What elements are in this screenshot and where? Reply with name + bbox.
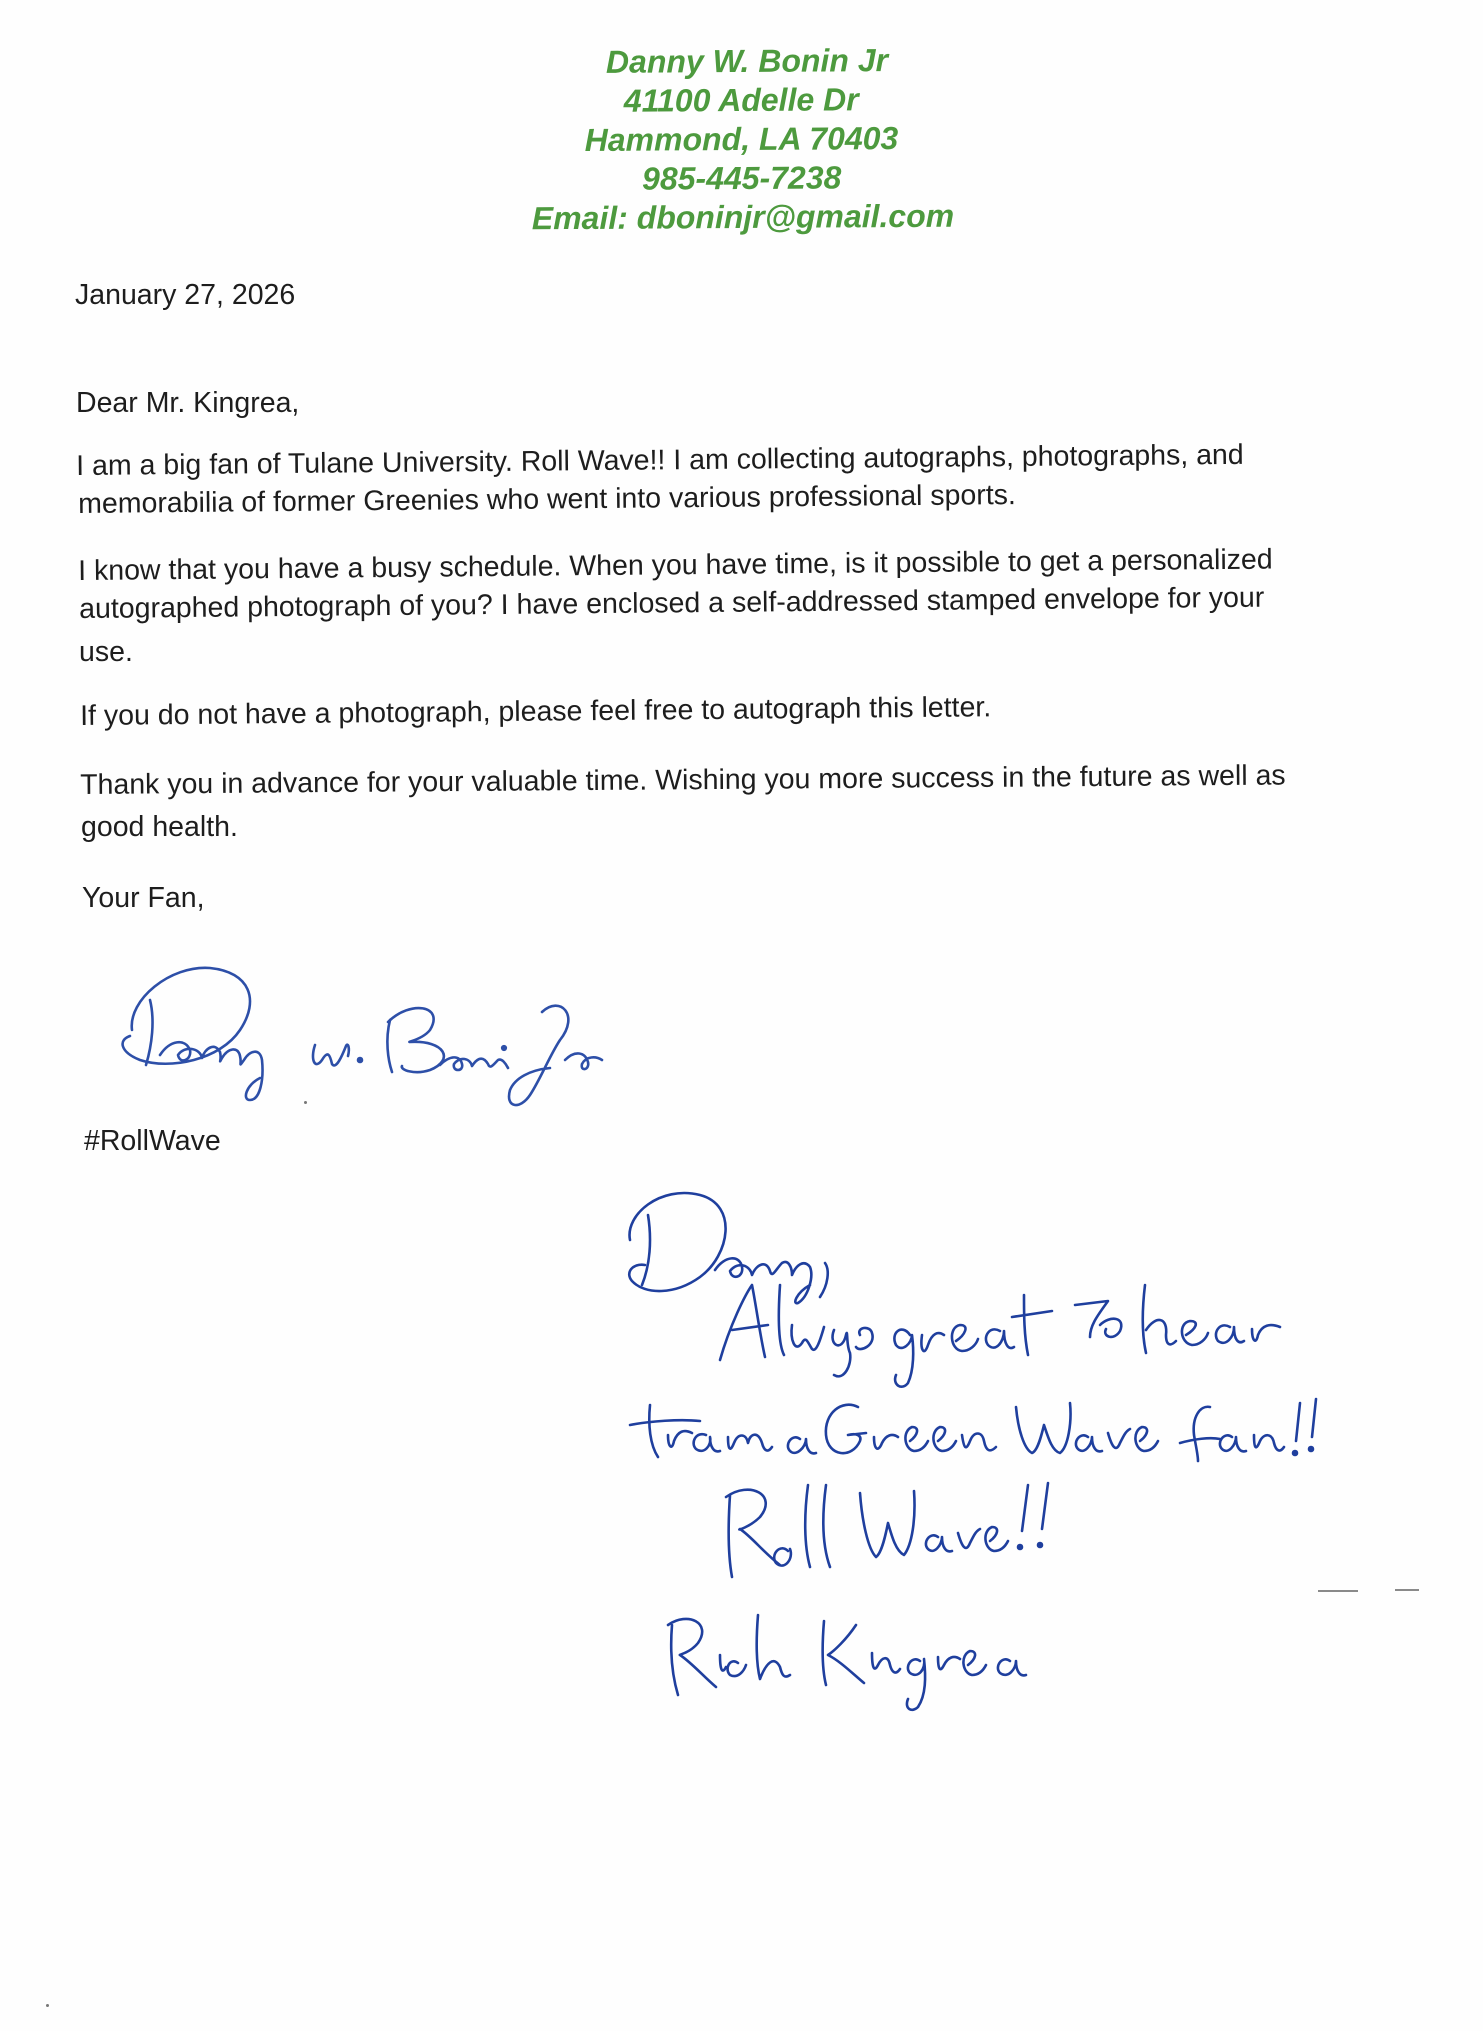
scan-dot bbox=[304, 1101, 307, 1104]
sender-city: Hammond, LA 70403 bbox=[584, 120, 899, 158]
paragraph-1-line-1: I am a big fan of Tulane University. Roll Wave!! I am collecting autographs, photographs, and bbox=[76, 438, 1244, 482]
paragraph-2-line-1: I know that you have a busy schedule. When you have time, is it possible to get a personalized bbox=[78, 543, 1273, 587]
paragraph-2-line-3: use. bbox=[79, 636, 133, 668]
hashtag: #RollWave bbox=[84, 1125, 221, 1157]
salutation: Dear Mr. Kingrea, bbox=[76, 387, 300, 419]
letter-date: January 27, 2026 bbox=[75, 279, 296, 311]
sender-street: 41100 Adelle Dr bbox=[623, 81, 859, 119]
sender-phone: 985-445-7238 bbox=[641, 159, 842, 197]
paragraph-4-line-1: Thank you in advance for your valuable time. Wishing you more success in the future as well as bbox=[80, 759, 1286, 801]
scan-mark bbox=[1395, 1589, 1419, 1591]
paragraph-3: If you do not have a photograph, please feel free to autograph this letter. bbox=[80, 691, 992, 732]
handwritten-reply-note bbox=[620, 1185, 1380, 1745]
paragraph-4-line-2: good health. bbox=[81, 811, 238, 843]
sender-email: Email: dboninjr@gmail.com bbox=[531, 197, 955, 237]
scan-dot bbox=[46, 2004, 49, 2007]
sender-signature bbox=[110, 960, 710, 1120]
letterhead bbox=[0, 37, 1483, 241]
paragraph-1-line-2: memorabilia of former Greenies who went into various professional sports. bbox=[78, 478, 1017, 520]
sender-name: Danny W. Bonin Jr bbox=[605, 42, 889, 80]
paragraph-2-line-2: autographed photograph of you? I have enclosed a self-addressed stamped envelope for your bbox=[79, 581, 1265, 625]
scan-mark bbox=[1318, 1590, 1358, 1592]
closing: Your Fan, bbox=[82, 882, 205, 914]
